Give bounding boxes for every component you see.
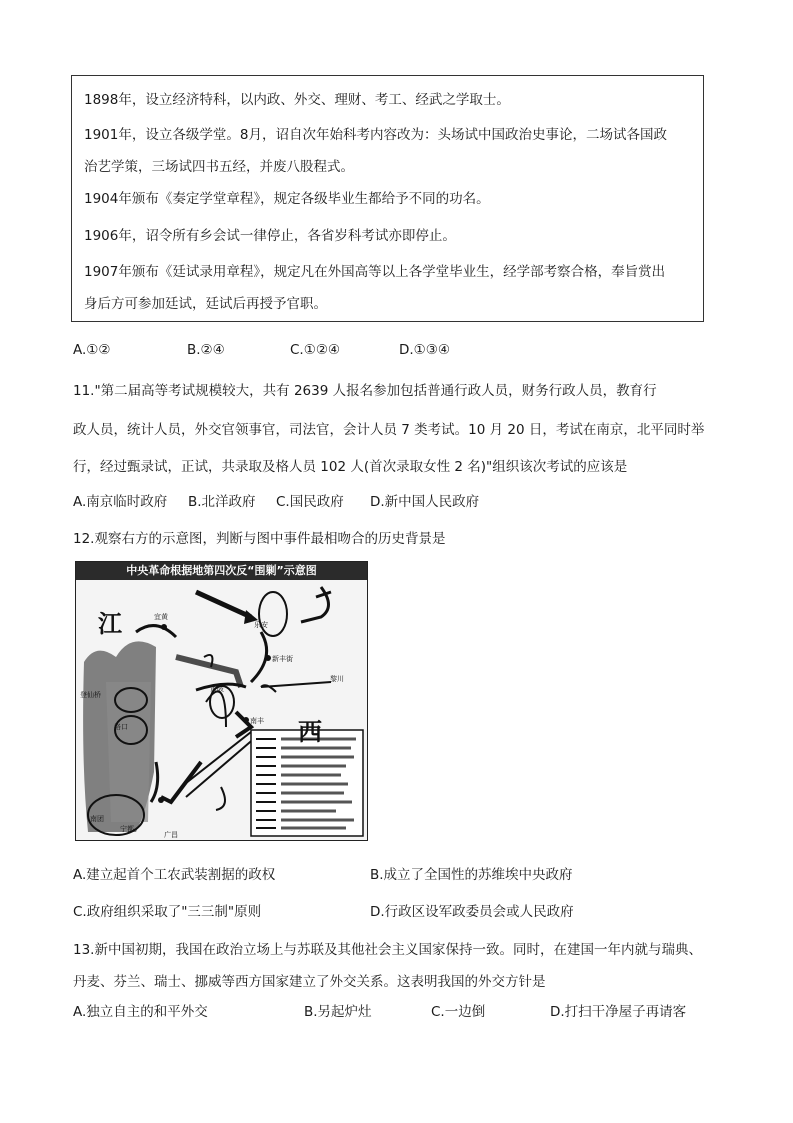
map-place-nanfeng: 南丰 [250, 717, 264, 725]
q13-option-a[interactable]: A.独立自主的和平外交 [73, 1004, 208, 1020]
material-line-1901: 1901年，设立各级学堂。8月，诏自次年始科考内容改为：头场试中国政治史事论，二场试各国政 [84, 127, 667, 143]
q12-option-b[interactable]: B.成立了全国性的苏维埃中央政府 [370, 867, 573, 883]
q13-stem-line-2: 丹麦、芬兰、瑞士、挪威等西方国家建立了外交关系。这表明我国的外交方针是 [73, 974, 546, 990]
material-line-1901-cont: 治艺学策，三场试四书五经，并废八股程式。 [84, 159, 354, 175]
map-place-lichuan: 黎川 [330, 675, 344, 683]
map-place-ningdu: 宁都 [120, 825, 134, 833]
q11-stem-line-2: 政人员，统计人员，外交官领事官，司法官，会计人员 7 类考试。10 月 20 日，考试在南京，北平同时举 [73, 422, 705, 438]
q12-stem: 12.观察右方的示意图，判断与图中事件最相吻合的历史背景是 [73, 531, 446, 547]
q10-option-b[interactable]: B.②④ [187, 342, 225, 358]
q13-option-c[interactable]: C.一边倒 [431, 1004, 486, 1020]
map-place-dengxianqiao: 登仙桥 [80, 691, 101, 699]
q10-option-a[interactable]: A.①② [73, 342, 111, 358]
map-place-luokou: 洛口 [114, 723, 128, 731]
material-line-1904: 1904年颁布《奏定学堂章程》，规定各级毕业生都给予不同的功名。 [84, 191, 490, 207]
map-place-yihuang: 宜黄 [154, 613, 168, 621]
material-line-1907-cont: 身后方可参加廷试，廷试后再授予官职。 [84, 296, 327, 312]
q11-stem-line-3: 行，经过甄录试，正试，共录取及格人员 102 人(首次录取女性 2 名)"组织该次考试的应该是 [73, 459, 628, 475]
material-line-1907: 1907年颁布《廷试录用章程》，规定凡在外国高等以上各学堂毕业生，经学部考察合格，奉旨赏出 [84, 264, 666, 280]
q11-option-b[interactable]: B.北洋政府 [188, 494, 256, 510]
q13-option-b[interactable]: B.另起炉灶 [304, 1004, 372, 1020]
q10-option-c[interactable]: C.①②④ [290, 342, 341, 358]
q11-option-a[interactable]: A.南京临时政府 [73, 494, 168, 510]
map-place-xinfengjie: 新丰街 [272, 655, 293, 663]
map-label-xi: 西 [298, 717, 322, 746]
q12-option-c[interactable]: C.政府组织采取了"三三制"原则 [73, 904, 262, 920]
q13-stem-line-1: 13.新中国初期，我国在政治立场上与苏联及其他社会主义国家保持一致。同时，在建国一年内就与瑞典、 [73, 942, 702, 958]
q13-option-d[interactable]: D.打扫干净屋子再请客 [550, 1004, 687, 1020]
map-place-lean: 乐安 [254, 621, 268, 629]
map-place-nantuan: 南团 [90, 815, 104, 823]
q11-stem-line-1: 11."第二届高等考试规模较大，共有 2639 人报名参加包括普通行政人员，财务行政人员，教育行 [73, 383, 657, 399]
q11-option-d[interactable]: D.新中国人民政府 [370, 494, 480, 510]
material-box [71, 75, 704, 322]
q12-option-a[interactable]: A.建立起首个工农武装割据的政权 [73, 867, 276, 883]
map-title: 中央革命根据地第四次反“围剿”示意图 [76, 562, 367, 580]
q10-option-d[interactable]: D.①③④ [399, 342, 450, 358]
map-place-huangpi: 黄陂 [210, 685, 224, 693]
map-label-jiang: 江 [98, 609, 122, 638]
material-line-1906: 1906年，诏令所有乡会试一律停止，各省岁科考试亦即停止。 [84, 228, 456, 244]
q12-option-d[interactable]: D.行政区设军政委员会或人民政府 [370, 904, 574, 920]
map-place-guangchang: 广昌 [164, 831, 178, 839]
campaign-map [75, 561, 368, 841]
q11-option-c[interactable]: C.国民政府 [276, 494, 344, 510]
material-line-1898: 1898年，设立经济特科，以内政、外交、理财、考工、经武之学取士。 [84, 92, 510, 108]
